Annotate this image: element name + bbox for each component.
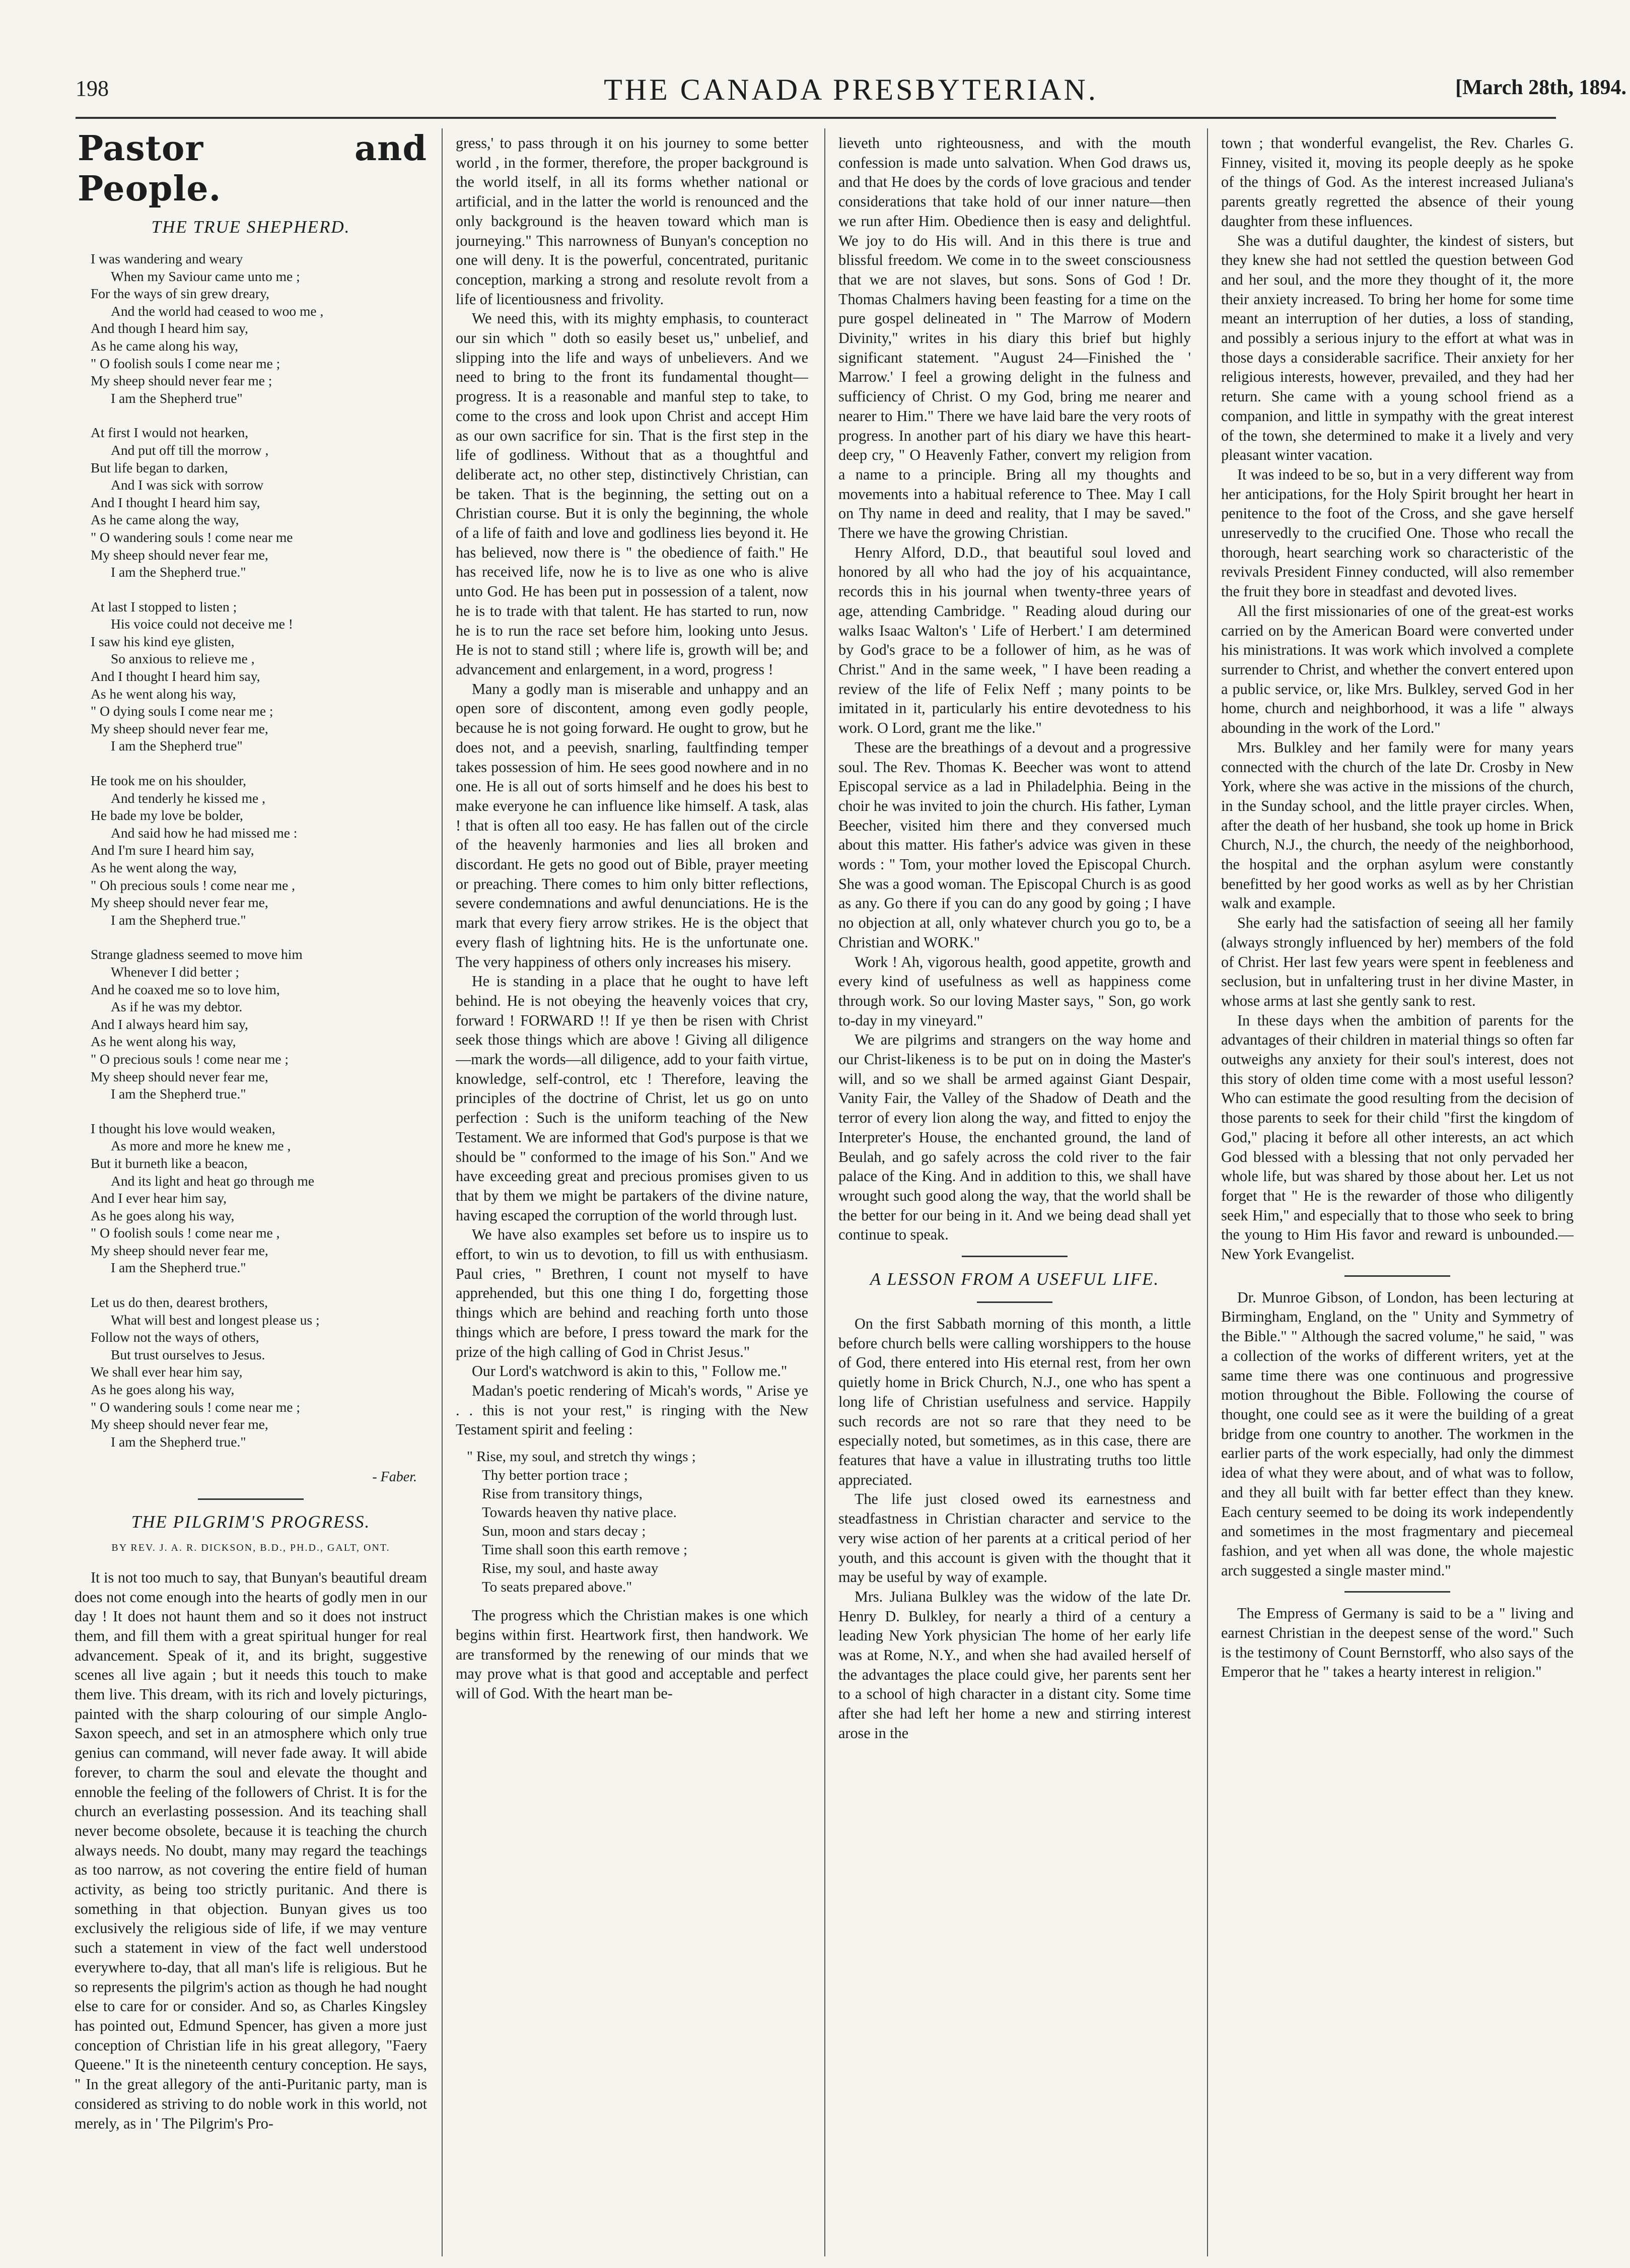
poem-line: " O dying souls I come near me ; [91,703,273,719]
poem-line: Whenever I did better ; [111,964,240,980]
poem-line: And tenderly he kissed me , [111,790,266,806]
poem-line: My sheep should never fear me, [91,1416,268,1432]
poem-attribution: - Faber. [372,1469,417,1485]
paragraph: Work ! Ah, vigorous health, good appetite, growth and every kind of usefulness as well as happiness come through work. So our loving Master says, " Son, go work to-day in my vineyard." [838,953,1191,1029]
poem-line: At first I would not hearken, [91,425,249,441]
poem-line: I am the Shepherd true." [111,1086,246,1102]
poem-line: As he goes along his way, [91,1207,235,1223]
paragraph: He is standing in a place that he ought to have left behind. He is not obeying the heavenly voices that cry, forward ! FORWARD !! If ye then be risen with Christ seek those things which are above ! Giving all diligence —mark the words—all diligence, add to your faith virtue, knowledge, self-control, etc ! Therefore, leaving the principles of the doctrine of Christ, let us go on unto perfection : Such is the uniform teaching of the New Testament. We are informed that God's purpose is that we should be " conformed to the image of his Son." And we have exceeding great and precious promises given to us that by them we might be partakers of the divine nature, having escaped the corruption of the world through lust. [456,973,808,1224]
poem-line: " O precious souls ! come near me ; [91,1051,289,1067]
paragraph: All the first missionaries of one of the great-est works carried on by the American Board were converted under his ministrations. It was work which involved a complete surrender to Christ, and whether the convert entered upon a public service, or, like Mrs. Bulkley, served God in her home, church and neighborhood, it was a life " always abounding in the work of the Lord." [1221,602,1574,737]
column-divider [442,128,443,2256]
separator-rule [962,1256,1068,1257]
poem-line: And its light and heat go through me [111,1173,315,1189]
poem-stanza [91,250,427,407]
poem-line: His voice could not deceive me ! [111,616,293,632]
paragraph: In these days when the ambition of parents for the advantages of their children in material things so often far outweighs any anxiety for their soul's interest, does not this story of olden time come with a most useful lesson? Who can estimate the good resulting from the decision of those parents to seek for their child "first the kingdom of God," placing it before all other interests, an act which God blessed with a blessing that not only pervaded her whole life, but was shared by those about her. Let us not forget that " He is the rewarder of those who diligently seek Him," and especially that to those who seek to bring the young to Him His favor and reward is unbounded.—New York Evangelist. [1221,1011,1574,1263]
poem-line: At last I stopped to listen ; [91,598,237,614]
poem-line: I was wandering and weary [91,251,243,266]
paragraph: Mrs. Juliana Bulkley was the widow of the late Dr. Henry D. Bulkley, for nearly a third of a century a leading New York physician The home of her early life was at Rome, N.Y., and when she had availed herself of the advantages the place could give, her parents sent her to a school of high character in a distant city. Some time after she had left her home a new and stirring interest arose in the [838,1588,1191,1742]
poem-line: I am the Shepherd true." [111,1433,246,1450]
poem-line: My sheep should never fear me, [91,1068,268,1084]
separator-rule [1344,1591,1450,1593]
paragraph: lieveth unto righteousness, and with the mouth confession is made unto salvation. When God draws us, and that He does by the cords of love gracious and tender considerations that take hold of our inner nature—then we run after Him. Obedience then is easy and delightful. We joy to do His will. And in this there is true and blissful freedom. We come in to the sweet consciousness that we are not slaves, but sons. Sons of God ! Dr. Thomas Chalmers having been feasting for a time on the pure gospel delineated in " The Marrow of Modern Divinity," writes in his diary this brief but highly significant statement. "August 24—Finished the ' Marrow.' I feel a growing delight in the fulness and sufficiency of Christ. O my God, bring me nearer and nearer to Him." There we have laid bare the very roots of progress. In another part of his diary we have this heart-deep cry, " O Heavenly Father, convert my religion from a name to a principle. Bring all my thoughts and movements into a habitual reference to Thee. May I call on Thy name in deed and reality, that I may be saved." There we have the growing Christian. [838,134,1191,542]
article-text [838,133,1191,1245]
poem-line: And though I heard him say, [91,320,248,336]
poem-line: But life began to darken, [91,459,228,475]
poem-line: " Oh precious souls ! come near me , [91,877,296,893]
paragraph: It was indeed to be so, but in a very different way from her anticipations, for the Holy Spirit brought her heart in penitence to the foot of the Cross, and she gave herself unreservedly to the crucified One. Those who recall the thorough, heart searching work so characteristic of the revivals President Finney conducted, will also remember the fruit they bore in steadfast and devoted lives. [1221,465,1574,600]
poem-stanza [91,772,427,929]
poem-line: And I thought I heard him say, [91,494,260,510]
paragraph: town ; that wonderful evangelist, the Rev. Charles G. Finney, visited it, moving its people deeply as he spoke of the things of God. As the interest increased Juliana's parents greatly regretted the absence of their young daughter from these influences. [1221,134,1574,230]
poem-stanza [91,1294,427,1451]
poem-line: What will best and longest please us ; [111,1312,320,1328]
poem-line: My sheep should never fear me, [91,1242,268,1258]
separator-rule [977,1301,1052,1303]
poem-line: My sheep should never fear me, [91,720,268,736]
article-text [456,1606,808,1703]
poem-line: Follow not the ways of others, [91,1329,259,1345]
paragraph: The life just closed owed its earnestness and steadfastness in Christian character and service to the very wise action of her parents at a critical period of her youth, and this account is given with the thought that it may be useful by way of example. [838,1490,1191,1586]
article-text [838,1314,1191,1743]
article-title: THE PILGRIM'S PROGRESS. [131,1512,371,1532]
poem-line: I am the Shepherd true." [111,1260,246,1276]
poem-line: But trust ourselves to Jesus. [111,1346,265,1362]
article-text [75,1568,427,2133]
poem-line: My sheep should never fear me, [91,895,268,911]
column-3 [838,128,1191,2256]
poem-line: As more and more he knew me , [111,1138,291,1154]
article-title: A LESSON FROM A USEFUL LIFE. [870,1269,1160,1289]
poem-line: And he coaxed me so to love him, [91,981,280,997]
poem-line: Strange gladness seemed to move him [91,946,303,963]
paragraph: gress,' to pass through it on his journey to some better world , in the former, therefore, the proper background is the world itself, in all its forms whether national or artificial, and in the latter the world is renounced and the only background is the heaven toward which man is journeying." This narrowness of Bunyan's conception no one will deny. It is the powerful, concentrated, puritanic conception, marking a strong and resolute revolt from a life of licentiousness and frivolity. [456,134,808,308]
poem-line: " O wandering souls ! come near me [91,529,293,545]
poem-line: My sheep should never fear me ; [91,373,272,389]
poem-line: And I always heard him say, [91,1016,248,1032]
poem-stanza [91,424,427,581]
verse-line: Sun, moon and stars decay ; [482,1523,646,1540]
poem-line: And said how he had missed me : [111,824,298,841]
paragraph: We need this, with its mighty emphasis, to counteract our sin which " doth so easily beset us," unbelief, and slipping into the life and ways of unbelievers. And we need to bring to the front its fundamental thought—progress. It is a reasonable and manful step to take, to come to the cross and look upon Christ and accept Him as our own sacrifice for sin. That is the first step in the life of godliness. Without that as a thoughtful and deliberate act, no other step, distinctively Christian, can be taken. That is the beginning, the setting out on a Christian course. But it is only the beginning, the whole of a life of faith and love and godliness lies beyond it. He has believed, now there is " the obedience of faith." He has received life, now he is to live as one who is alive unto God. He has been put in possession of a talent, now he is to trade with that talent. He has started to run, now he is to run the race set before him, looking unto Jesus. He is not to stand still ; where life is, growth will be; and advancement and enlargement, in a word, progress ! [456,310,808,678]
poem-line: " O foolish souls ! come near me , [91,1225,280,1241]
poem-line: As he went along his way, [91,685,236,702]
separator-rule [1344,1275,1450,1277]
poem-stanza [91,1120,427,1277]
paragraph: These are the breathings of a devout and a progressive soul. The Rev. Thomas K. Beecher was wont to attend Episcopal service as a lad in Philadelphia. Being in the choir he was invited to join the church. His father, Lyman Beecher, visited him there and they conversed much about this matter. His father's advice was given in these words : " Tom, your mother loved the Episcopal Church. She was a good woman. The Episcopal Church is as good as any. Go there if you can do any good by going ; I have no objection at all, only whatever church you go to, be a Christian and WORK." [838,738,1191,951]
paragraph: Mrs. Bulkley and her family were for many years connected with the church of the late Dr. Crosby in New York, where she was active in the missions of the church, in the Sunday school, and the little prayer circles. When, after the death of her husband, she took up home in Brick Church, N.J., the church, the needy of the neighborhood, the hospital and the orphan asylum were constantly benefitted by her good works as well as by her Christian walk and example. [1221,738,1574,912]
poem-line: Let us do then, dearest brothers, [91,1294,268,1311]
poem-line: And I'm sure I heard him say, [91,842,254,858]
column-1 [75,128,427,2256]
paragraph: Our Lord's watchword is akin to this, " Follow me." [472,1362,788,1380]
column-divider [824,128,825,2256]
poem-line: And I was sick with sorrow [111,477,264,493]
news-paragraph: The Empress of Germany is said to be a " living and earnest Christian in the deepest sense of the word." Such is the testimony of Count Bernstorff, who also says of the Emperor that he " takes a hearty interest in religion." [1221,1605,1574,1681]
poem-line: As he goes along his way, [91,1382,235,1398]
column-2 [456,128,808,2256]
article-text [456,133,808,1439]
poem-line: And put off till the morrow , [111,442,269,458]
poem-line: He bade my love be bolder, [91,807,243,823]
paragraph: Many a godly man is miserable and unhappy and an open sore of discontent, among even godly people, because he is not going forward. He ought to grow, but he does not, and a peevish, snarling, faultfinding temper takes possession of him. He sees good nowhere and in no one. He is all out of sorts himself and he does his best to make everyone he can influence like himself. A task, alas ! that is often all too easy. He has fallen out of the circle of the heavenly harmonies and lies all broken and discordant. He gets no good out of Bible, prayer meeting or preaching. There comes to him only bitter reflections, severe condemnations and awful denunciations. He is the mark that every fiery arrow strikes. He is the object that every flash of lightning hits. He is the unfortunate one. The very happiness of others only increases his misery. [456,680,808,971]
poem-line: As if he was my debtor. [111,999,243,1015]
news-paragraph: Dr. Munroe Gibson, of London, has been lecturing at Birmingham, England, on the " Unity and Symmetry of the Bible." " Although the sacred volume," he said, " was a collection of the works of different writers, yet at the same time there was one continuous and progressive motion throughout the Bible. Following the course of thought, one could see as it were the building of a great bridge from one country to another. The workmen in the earlier parts of the work especially, had only the dimmest idea of what they were about, and of what was to follow, and they all built with far better effect than they knew. Each century seemed to be doing its work independently and sometimes in the most fragmentary and piecemeal fashion, and yet when all was done, the whole majestic arch suggested a single master mind." [1221,1288,1574,1579]
poem-line: I saw his kind eye glisten, [91,633,235,649]
separator-rule [198,1498,304,1500]
news-item [1221,1604,1574,1682]
poem-line: I am the Shepherd true" [111,738,243,754]
poem-stanza [91,598,427,755]
verse-line: Time shall soon this earth remove ; [482,1542,688,1558]
page-number: 198 [76,76,109,101]
poem-stanza [91,946,427,1103]
article-byline: BY REV. J. A. R. DICKSON, B.D., PH.D., GALT, ONT. [111,1542,390,1554]
poem-line: And I ever hear him say, [91,1190,227,1206]
poem-line: I am the Shepherd true." [111,912,246,928]
verse-line: Rise from transitory things, [482,1486,643,1502]
poem-line: We shall ever hear him say, [91,1364,243,1380]
verse-line: To seats prepared above." [482,1579,632,1596]
paragraph: We are pilgrims and strangers on the way home and our Christ-likeness is to be put on in doing the Master's will, and so we shall be armed against Giant Despair, Vanity Fair, the Valley of the Shadow of Death and the terror of every lion along the way, and fitted to enjoy the Interpreter's House, the enchanted ground, the land of Beulah, and go safely across the cold river to the fair palace of the King. And in addition to this, we shall have wrought such good along the way, that the world shall be the better for our being in it. And we being dead shall yet continue to speak. [838,1031,1191,1244]
column-4 [1221,128,1574,2256]
poem-body [91,250,427,1451]
poem-line: He took me on his shoulder, [91,773,246,789]
poem-line: But it burneth like a beacon, [91,1155,248,1171]
column-divider [1207,128,1208,2256]
masthead [76,73,1626,111]
journal-title: THE CANADA PRESBYTERIAN. [604,73,1098,106]
verse-line: Rise, my soul, and haste away [482,1560,659,1577]
poem-line: I thought his love would weaken, [91,1120,275,1136]
poem-title: THE TRUE SHEPHERD. [151,217,350,237]
poem-line: And the world had ceased to woo me , [111,303,324,319]
poem-line: As he came along the way, [91,512,239,528]
poem-line: I am the Shepherd true." [111,564,246,580]
hymn-verse [467,1448,808,1597]
verse-line: Towards heaven thy native place. [482,1504,677,1521]
paragraph: We have also examples set before us to inspire us to effort, to win us to devotion, to fill us with enthusiasm. Paul cries, " Brethren, I count not myself to have apprehended, but this one thing I do, forgetting those things which are behind and reaching forth unto those things which are before, I press toward the mark for the prize of the high calling of God in Christ Jesus." [456,1226,808,1360]
poem-line: " O wandering souls ! come near me ; [91,1399,300,1415]
section-heading: Pastor and People. [78,128,427,209]
poem-line: My sheep should never fear me, [91,546,268,563]
paragraph: She was a dutiful daughter, the kindest of sisters, but they knew she had not settled the question between God and her soul, and the more they thought of it, the more their anxiety increased. To bring her home for some time meant an interruption of her duties, a loss of standing, and possibly a serious injury to the effort at what was in those days a considerable sacrifice. Their anxiety for her religious interests, however, prevailed, and they had her return. She came with a young school friend as a companion, and little in sympathy with the great interest of the town, she determined to make it a lively and very pleasant winter vacation. [1221,232,1574,464]
paragraph: It is not too much to say, that Bunyan's beautiful dream does not come enough into the hearts of godly men in our day ! It does not haunt them and so it does not instruct them, and fill them with a great spiritual hunger for real advancement. Speak of it, and its bright, suggestive scenes all live again ; but it needs this touch to make them live. This dream, with its rich and lovely picturings, painted with the sharp colouring of our simple Anglo-Saxon speech, and set in an atmosphere which only true genius can command, will never fade away. It will abide forever, to charm the soul and elevate the thought and ennoble the feeling of the followers of Christ. It is for the church an everlasting possession. And its teaching shall never become obsolete, because it is teaching the church always needs. No doubt, many may regard the teachings as too narrow, as not covering the entire field of human activity, as being too strictly puritanic. And there is something in that objection. Bunyan gives us too exclusively the religious side of life, if we may venture such a statement in view of the fact well understood everywhere to-day, that all man's life is religious. But he so represents the pilgrim's action as though he had nought else to care for or consider. And so, as Charles Kingsley has pointed out, Edmund Spencer, has given a more just conception of Christian life in his great allegory, "Faery Queene." It is the nineteenth century conception. He says, " In the great allegory of the anti-Puritanic party, man is considered as striving to do noble work in this world, not merely, as in ' The Pilgrim's Pro- [75,1568,427,2132]
poem-line: For the ways of sin grew dreary, [91,286,269,302]
poem-line: As he went along his way, [91,1034,236,1050]
paragraph: The progress which the Christian makes is one which begins within first. Heartwork first, then handwork. We are transformed by the renewing of our minds that we may prove what is that good and acceptable and perfect will of God. With the heart man be- [456,1607,808,1702]
news-item [1221,1288,1574,1580]
paragraph: On the first Sabbath morning of this month, a little before church bells were calling worshippers to the house of God, there entered into His eternal rest, from her own quietly home in Brick Church, N.J., one who has spent a long life of Christian usefulness and service. Happily such records are not so rare that they need to be especially noted, but sometimes, as in this case, there are features that have a value in illustrating truths too little appreciated. [838,1315,1191,1488]
poem-line: So anxious to relieve me , [111,651,255,667]
masthead-rule [76,117,1556,119]
poem-line: When my Saviour came unto me ; [111,268,300,284]
poem-line: And I thought I heard him say, [91,668,260,684]
paragraph: Henry Alford, D.D., that beautiful soul loved and honored by all who had the joy of his acquaintance, records this in his journal when twenty-three years of age, attending Cambridge. " Reading aloud during our walks Isaac Walton's ' Life of Herbert.' I am determined by God's grace to be a follower of him, as he was of Christ." And in the same week, " I have been reading a review of the life of Felix Neff ; many points to be imitated in it, particularly his entire devotedness to his work. O Lord, grant me the like." [838,543,1191,737]
paragraph: She early had the satisfaction of seeing all her family (always strongly influenced by her) members of the fold of Christ. Her last few years were spent in feebleness and seclusion, but in unfaltering trust in her divine Master, in whose arms at last she gently sank to rest. [1221,914,1574,1009]
verse-line: " Rise, my soul, and stretch thy wings ; [467,1449,696,1465]
verse-line: Thy better portion trace ; [482,1467,628,1484]
paragraph: Madan's poetic rendering of Micah's words, " Arise ye . . this is not your rest," is ringing with the New Testament spirit and feeling : [456,1382,808,1438]
issue-date: [March 28th, 1894. [1455,76,1626,99]
poem-line: As he went along the way, [91,860,237,875]
poem-line: As he came along his way, [91,337,238,354]
article-text [1221,133,1574,1264]
poem-line: " O foolish souls I come near me ; [91,355,280,371]
poem-line: I am the Shepherd true" [111,390,243,406]
